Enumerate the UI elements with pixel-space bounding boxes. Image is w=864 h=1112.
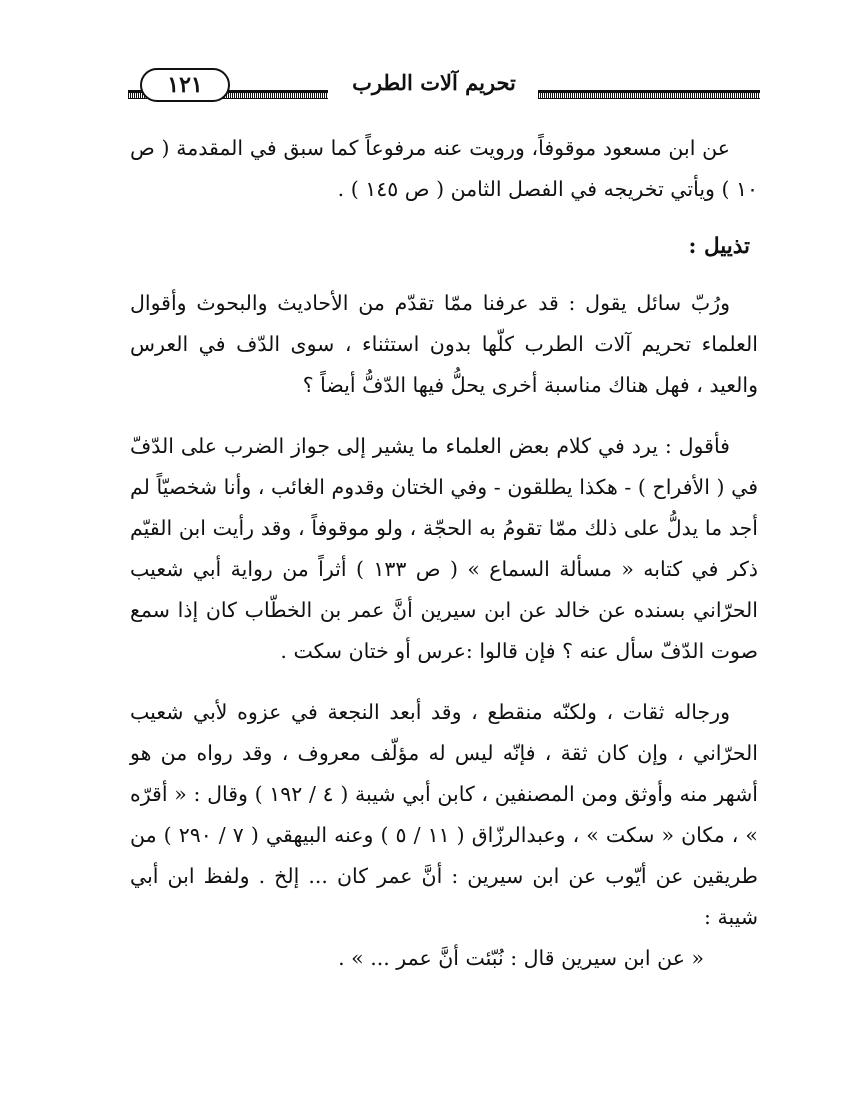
paragraph-commentary: ورجاله ثقات ، ولكنّه منقطع ، وقد أبعد النجعة في عزوه لأبي شعيب الحرّاني ، وإن كان ثقة ، فإنّه ليس له مؤلّف معروف ، وقد رواه من هو أشهر منه وأوثق ومن المصنفين ، كابن أبي شيبة ( ٤ / ١٩٢ ) وقال : « أقرّه » ، مكان « سكت » ، وعبدالرزّاق ( ١١ / ٥ ) وعنه البيهقي ( ٧ / ٢٩٠ ) من طريقين عن أيّوب عن ابن سيرين : أنَّ عمر كان ... إلخ . ولفظ ابن أبي شيبة :: [130, 700, 758, 929]
header-rule-right: [538, 90, 760, 99]
paragraph-continuation: عن ابن مسعود موقوفاً، ورويت عنه مرفوعاً كما سبق في المقدمة ( ص ١٠ ) ويأتي تخريجه في الفصل الثامن ( ص ١٤٥ ) .: [130, 136, 758, 201]
paragraph-question: ورُبّ سائل يقول : قد عرفنا ممّا تقدّم من الأحاديث والبحوث وأقوال العلماء تحريم آلات الطرب كلّها بدون استثناء ، سوى الدّف في العرس والعيد ، فهل هناك مناسبة أخرى يحلُّ فيها الدّفُّ أيضاً ؟: [130, 291, 758, 397]
page-body: [130, 128, 758, 979]
paragraph-answer: فأقول : يرد في كلام بعض العلماء ما يشير إلى جواز الضرب على الدّفّ في ( الأفراح ) - هكذا يطلقون - وفي الختان وقدوم الغائب ، وأنا شخصيّاً لم أجد ما يدلُّ على ذلك ممّا تقومُ به الحجّة ، ولو موقوفاً ، وقد رأيت ابن القيّم ذكر في كتابه « مسألة السماع » ( ص ١٣٣ ) أثراً من رواية أبي شعيب الحرّاني بسنده عن خالد عن ابن سيرين أنَّ عمر بن الخطّاب كان إذا سمع صوت الدّفّ سأل عنه ؟ فإن قالوا :عرس أو ختان سكت .: [130, 434, 758, 663]
section-heading: تذييل :: [688, 234, 750, 259]
running-title: تحريم آلات الطرب: [352, 70, 516, 95]
quoted-text: « عن ابن سيرين قال : نُبّئت أنَّ عمر ... » .: [338, 946, 704, 970]
page-header: [128, 66, 760, 110]
page-number: ١٢١: [140, 68, 230, 102]
